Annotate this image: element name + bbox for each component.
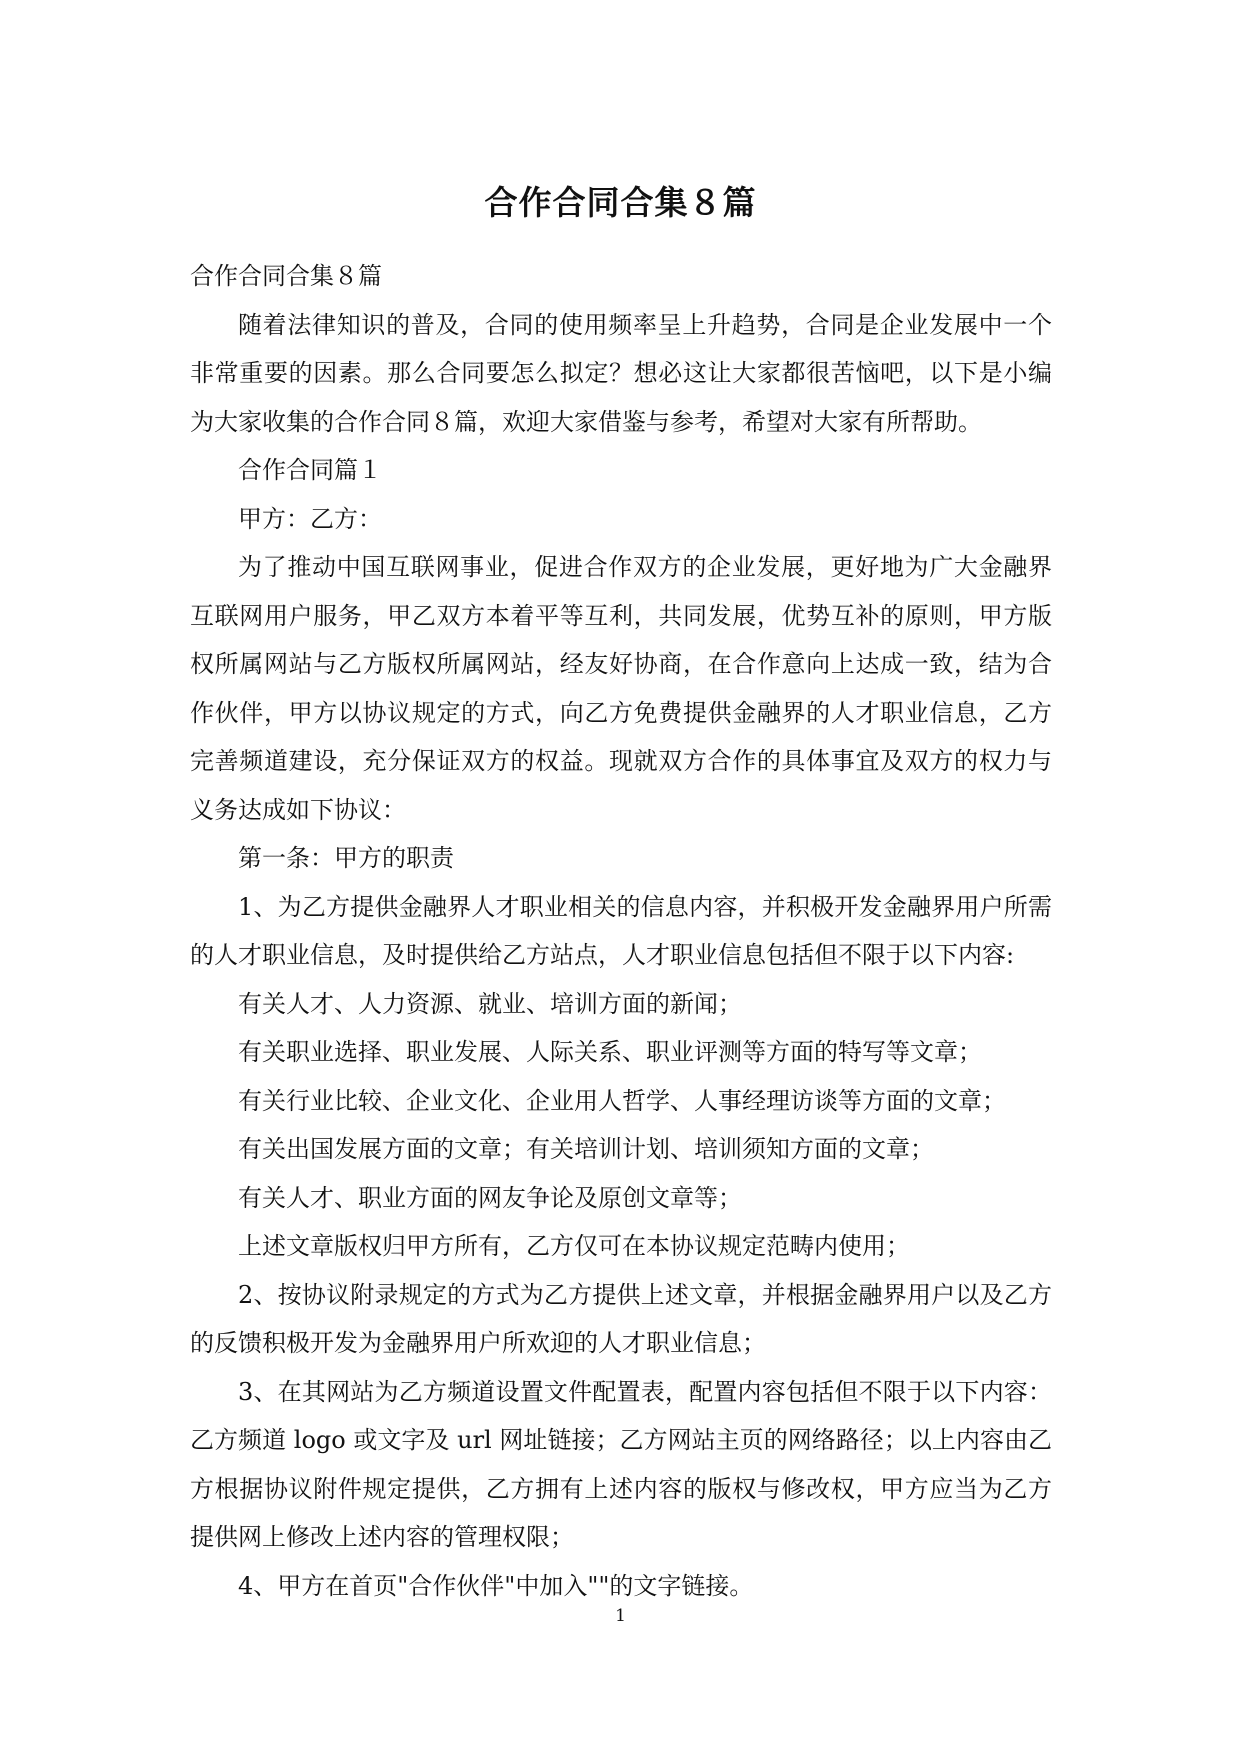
body-paragraph: 为了推动中国互联网事业，促进合作双方的企业发展，更好地为广大金融界互联网用户服务，甲乙双方本着平等互利，共同发展，优势互补的原则，甲方版权所属网站与乙方版权所属网站，经友好协商，在合作意向上达成一致，结为合作伙伴，甲方以协议规定的方式，向乙方免费提供金融界的人才职业信息，乙方完善频道建设，充分保证双方的权益。现就双方合作的具体事宜及双方的权力与义务达成如下协议：	[190, 553, 1052, 824]
clause-paragraph: 1、为乙方提供金融界人才职业相关的信息内容，并积极开发金融界用户所需的人才职业信息，及时提供给乙方站点，人才职业信息包括但不限于以下内容:	[190, 892, 1052, 969]
page-number: 1	[615, 1606, 626, 1626]
document-body	[190, 252, 1052, 1610]
list-item: 有关人才、人力资源、就业、培训方面的新闻；	[238, 989, 742, 1018]
document-title: 合作合同合集８篇	[484, 183, 757, 222]
body-paragraph: 随着法律知识的普及，合同的使用频率呈上升趋势，合同是企业发展中一个非常重要的因素。那么合同要怎么拟定？想必这让大家都很苦恼吧，以下是小编为大家收集的合作合同８篇，欢迎大家借鉴与参考，希望对大家有所帮助。	[190, 310, 1052, 436]
list-item: 有关出国发展方面的文章；有关培训计划、培训须知方面的文章；	[238, 1135, 934, 1163]
article-heading: 第一条：甲方的职责	[238, 844, 454, 872]
list-item: 有关职业选择、职业发展、人际关系、职业评测等方面的特写等文章；	[238, 1038, 982, 1066]
clause-paragraph: 2、按协议附录规定的方式为乙方提供上述文章，并根据金融界用户以及乙方的反馈积极开发为金融界用户所欢迎的人才职业信息；	[190, 1280, 1052, 1357]
party-line: 甲方：乙方：	[238, 504, 382, 533]
body-paragraph: 合作合同合集８篇	[190, 262, 382, 290]
list-item: 有关行业比较、企业文化、企业用人哲学、人事经理访谈等方面的文章；	[238, 1086, 1006, 1115]
clause-paragraph: 4、甲方在首页"合作伙伴"中加入""的文字链接。	[238, 1571, 754, 1600]
section-heading: 合作合同篇１	[238, 456, 382, 484]
body-paragraph: 上述文章版权归甲方所有，乙方仅可在本协议规定范畴内使用；	[238, 1232, 910, 1260]
clause-paragraph: 3、在其网站为乙方频道设置文件配置表，配置内容包括但不限于以下内容：乙方频道 logo 或文字及 url 网址链接；乙方网站主页的网络路径；以上内容由乙方根据协议附件规定提供，乙方拥有上述内容的版权与修改权，甲方应当为乙方提供网上修改上述内容的管理权限；	[190, 1377, 1052, 1551]
list-item: 有关人才、职业方面的网友争论及原创文章等；	[238, 1183, 742, 1212]
